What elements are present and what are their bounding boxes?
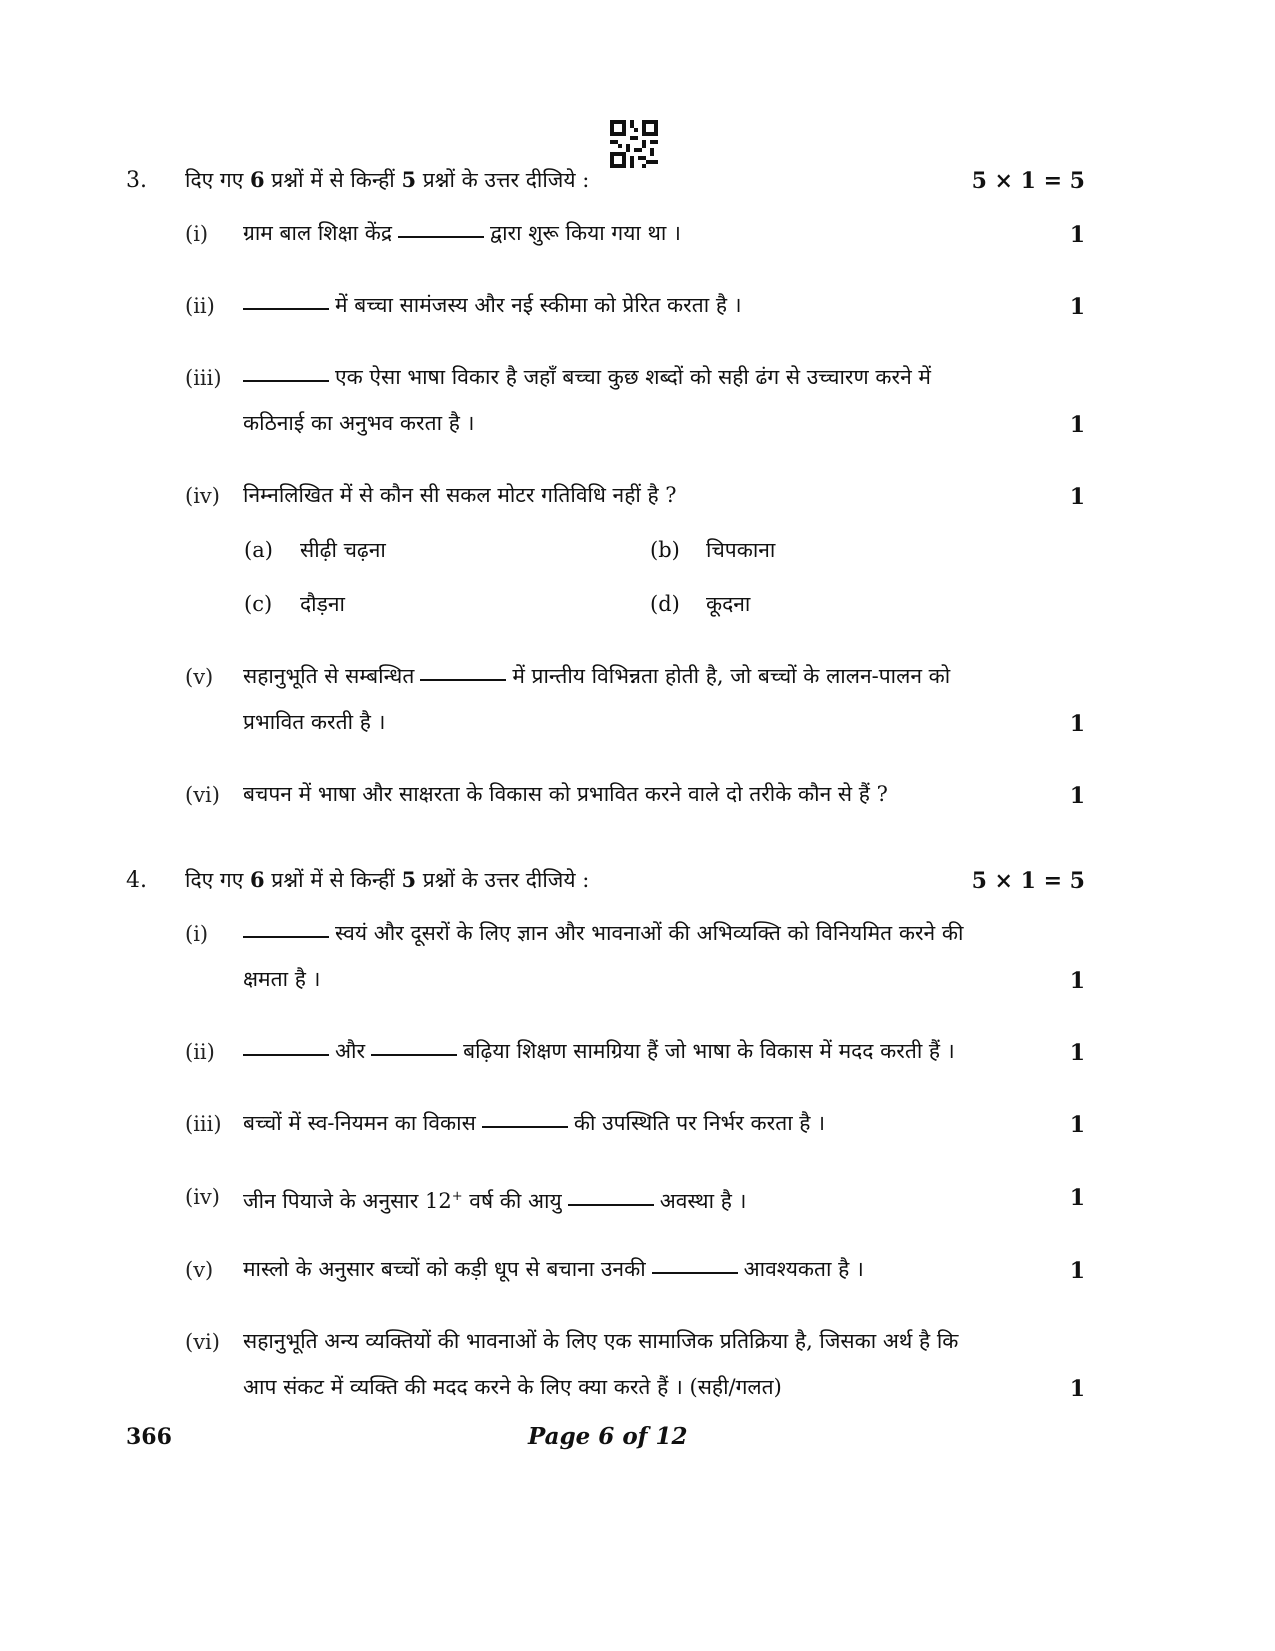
question-number: 3. <box>126 168 147 193</box>
sub-question-number: (iii) <box>185 1112 222 1136</box>
sub-question-text <box>243 1028 955 1075</box>
marks: 1 <box>1069 968 1085 994</box>
sub-question-text-cont: कठिनाई का अनुभव करता है । <box>243 411 475 435</box>
fill-blank <box>371 1054 457 1056</box>
total-marks: 5 × 1 = 5 <box>971 868 1085 894</box>
sub-question-text-cont: क्षमता है । <box>243 967 321 991</box>
heading-text: प्रश्नों में से किन्हीं <box>264 868 402 892</box>
fill-blank <box>652 1272 738 1274</box>
question-text: में प्रान्तीय विभिन्नता होती है, जो बच्चों के लालन-पालन को <box>512 664 951 688</box>
heading-text: प्रश्नों के उत्तर दीजिये : <box>416 868 590 892</box>
option-text: चिपकाना <box>706 538 776 562</box>
sub-question-number: (i) <box>185 922 209 946</box>
sub-question-text: सहानुभूति अन्य व्यक्तियों की भावनाओं के लिए एक सामाजिक प्रतिक्रिया है, जिसका अर्थ है कि <box>243 1329 959 1353</box>
sub-question-text <box>243 354 931 401</box>
sub-question-number: (iv) <box>185 484 220 508</box>
sub-question-text <box>243 653 950 700</box>
question-text: स्वयं और दूसरों के लिए ज्ञान और भावनाओं की अभिव्यक्ति को विनियमित करने की <box>335 921 964 945</box>
sub-question-number: (i) <box>185 222 209 246</box>
marks: 1 <box>1069 1112 1085 1138</box>
question-text: एक ऐसा भाषा विकार है जहाँ बच्चा कुछ शब्दों को सही ढंग से उच्चारण करने में <box>335 365 931 389</box>
option-label: (d) <box>650 592 680 616</box>
sub-question-number: (vi) <box>185 1330 220 1354</box>
fill-blank <box>243 380 329 382</box>
marks: 1 <box>1069 484 1085 510</box>
fill-blank <box>482 1126 568 1128</box>
marks: 1 <box>1069 294 1085 320</box>
sub-question-text <box>243 1246 864 1293</box>
sub-question-text-cont: आप संकट में व्यक्ति की मदद करने के लिए क्या करते हैं । (सही/गलत) <box>243 1375 782 1399</box>
sub-question-text <box>243 1100 825 1147</box>
superscript: + <box>451 1189 463 1204</box>
question-text: वर्ष की आयु <box>462 1189 562 1213</box>
question-text: द्वारा शुरू किया गया था । <box>490 221 681 245</box>
sub-question-text <box>243 1173 746 1225</box>
option-text: कूदना <box>706 592 751 616</box>
question-text: बढ़िया शिक्षण सामग्रिया हैं जो भाषा के विकास में मदद करती हैं । <box>463 1039 955 1063</box>
heading-text: दिए गए <box>185 168 250 192</box>
total-marks: 5 × 1 = 5 <box>971 168 1085 194</box>
sub-question-number: (vi) <box>185 783 220 807</box>
page-number: Page 6 of 12 <box>528 1423 688 1450</box>
marks: 1 <box>1069 1376 1085 1402</box>
sub-question-text: निम्नलिखित में से कौन सी सकल मोटर गतिविधि नहीं है ? <box>243 483 677 507</box>
question-number: 4. <box>126 868 147 893</box>
question-text: आवश्यकता है । <box>743 1257 864 1281</box>
question-text: में बच्चा सामंजस्य और नई स्कीमा को प्रेरित करता है । <box>335 293 742 317</box>
question-heading <box>185 866 589 894</box>
question-text: की उपस्थिति पर निर्भर करता है । <box>573 1111 826 1135</box>
fill-blank <box>243 308 329 310</box>
sub-question-number: (ii) <box>185 294 215 318</box>
marks: 1 <box>1069 1185 1085 1211</box>
heading-count: 5 <box>401 167 417 192</box>
question-text: ग्राम बाल शिक्षा केंद्र <box>243 221 393 245</box>
marks: 1 <box>1069 412 1085 438</box>
question-heading <box>185 166 589 194</box>
heading-count: 6 <box>250 167 265 192</box>
marks: 1 <box>1069 222 1085 248</box>
question-text: और <box>335 1039 366 1063</box>
marks: 1 <box>1069 711 1085 737</box>
fill-blank <box>568 1204 654 1206</box>
sub-question-text-cont: प्रभावित करती है । <box>243 710 386 734</box>
marks: 1 <box>1069 1258 1085 1284</box>
sub-question-number: (ii) <box>185 1040 215 1064</box>
option-label: (c) <box>244 592 273 616</box>
question-text: मास्लो के अनुसार बच्चों को कड़ी धूप से बचाना उनकी <box>243 1257 646 1281</box>
qr-code-icon <box>610 120 658 168</box>
fill-blank <box>243 936 329 938</box>
sub-question-text <box>243 910 963 957</box>
sub-question-text <box>243 210 681 257</box>
paper-code: 366 <box>126 1424 172 1450</box>
heading-count: 5 <box>401 867 417 892</box>
question-text: जीन पियाजे के अनुसार 12 <box>243 1189 452 1213</box>
marks: 1 <box>1069 1040 1085 1066</box>
question-text: अवस्था है । <box>659 1189 747 1213</box>
heading-text: दिए गए <box>185 868 250 892</box>
heading-text: प्रश्नों में से किन्हीं <box>264 168 402 192</box>
option-label: (b) <box>650 538 680 562</box>
heading-text: प्रश्नों के उत्तर दीजिये : <box>416 168 590 192</box>
fill-blank <box>420 679 506 681</box>
question-text: सहानुभूति से सम्बन्धित <box>243 664 415 688</box>
option-label: (a) <box>244 538 273 562</box>
sub-question-text <box>243 282 742 329</box>
sub-question-number: (iii) <box>185 366 222 390</box>
question-text: बच्चों में स्व-नियमन का विकास <box>243 1111 476 1135</box>
sub-question-text: बचपन में भाषा और साक्षरता के विकास को प्रभावित करने वाले दो तरीके कौन से हैं ? <box>243 782 888 806</box>
option-text: दौड़ना <box>300 592 345 616</box>
sub-question-number: (v) <box>185 1258 214 1282</box>
fill-blank <box>243 1054 329 1056</box>
option-text: सीढ़ी चढ़ना <box>300 538 386 562</box>
heading-count: 6 <box>250 867 265 892</box>
sub-question-number: (v) <box>185 665 214 689</box>
sub-question-number: (iv) <box>185 1185 220 1209</box>
marks: 1 <box>1069 783 1085 809</box>
fill-blank <box>398 236 484 238</box>
